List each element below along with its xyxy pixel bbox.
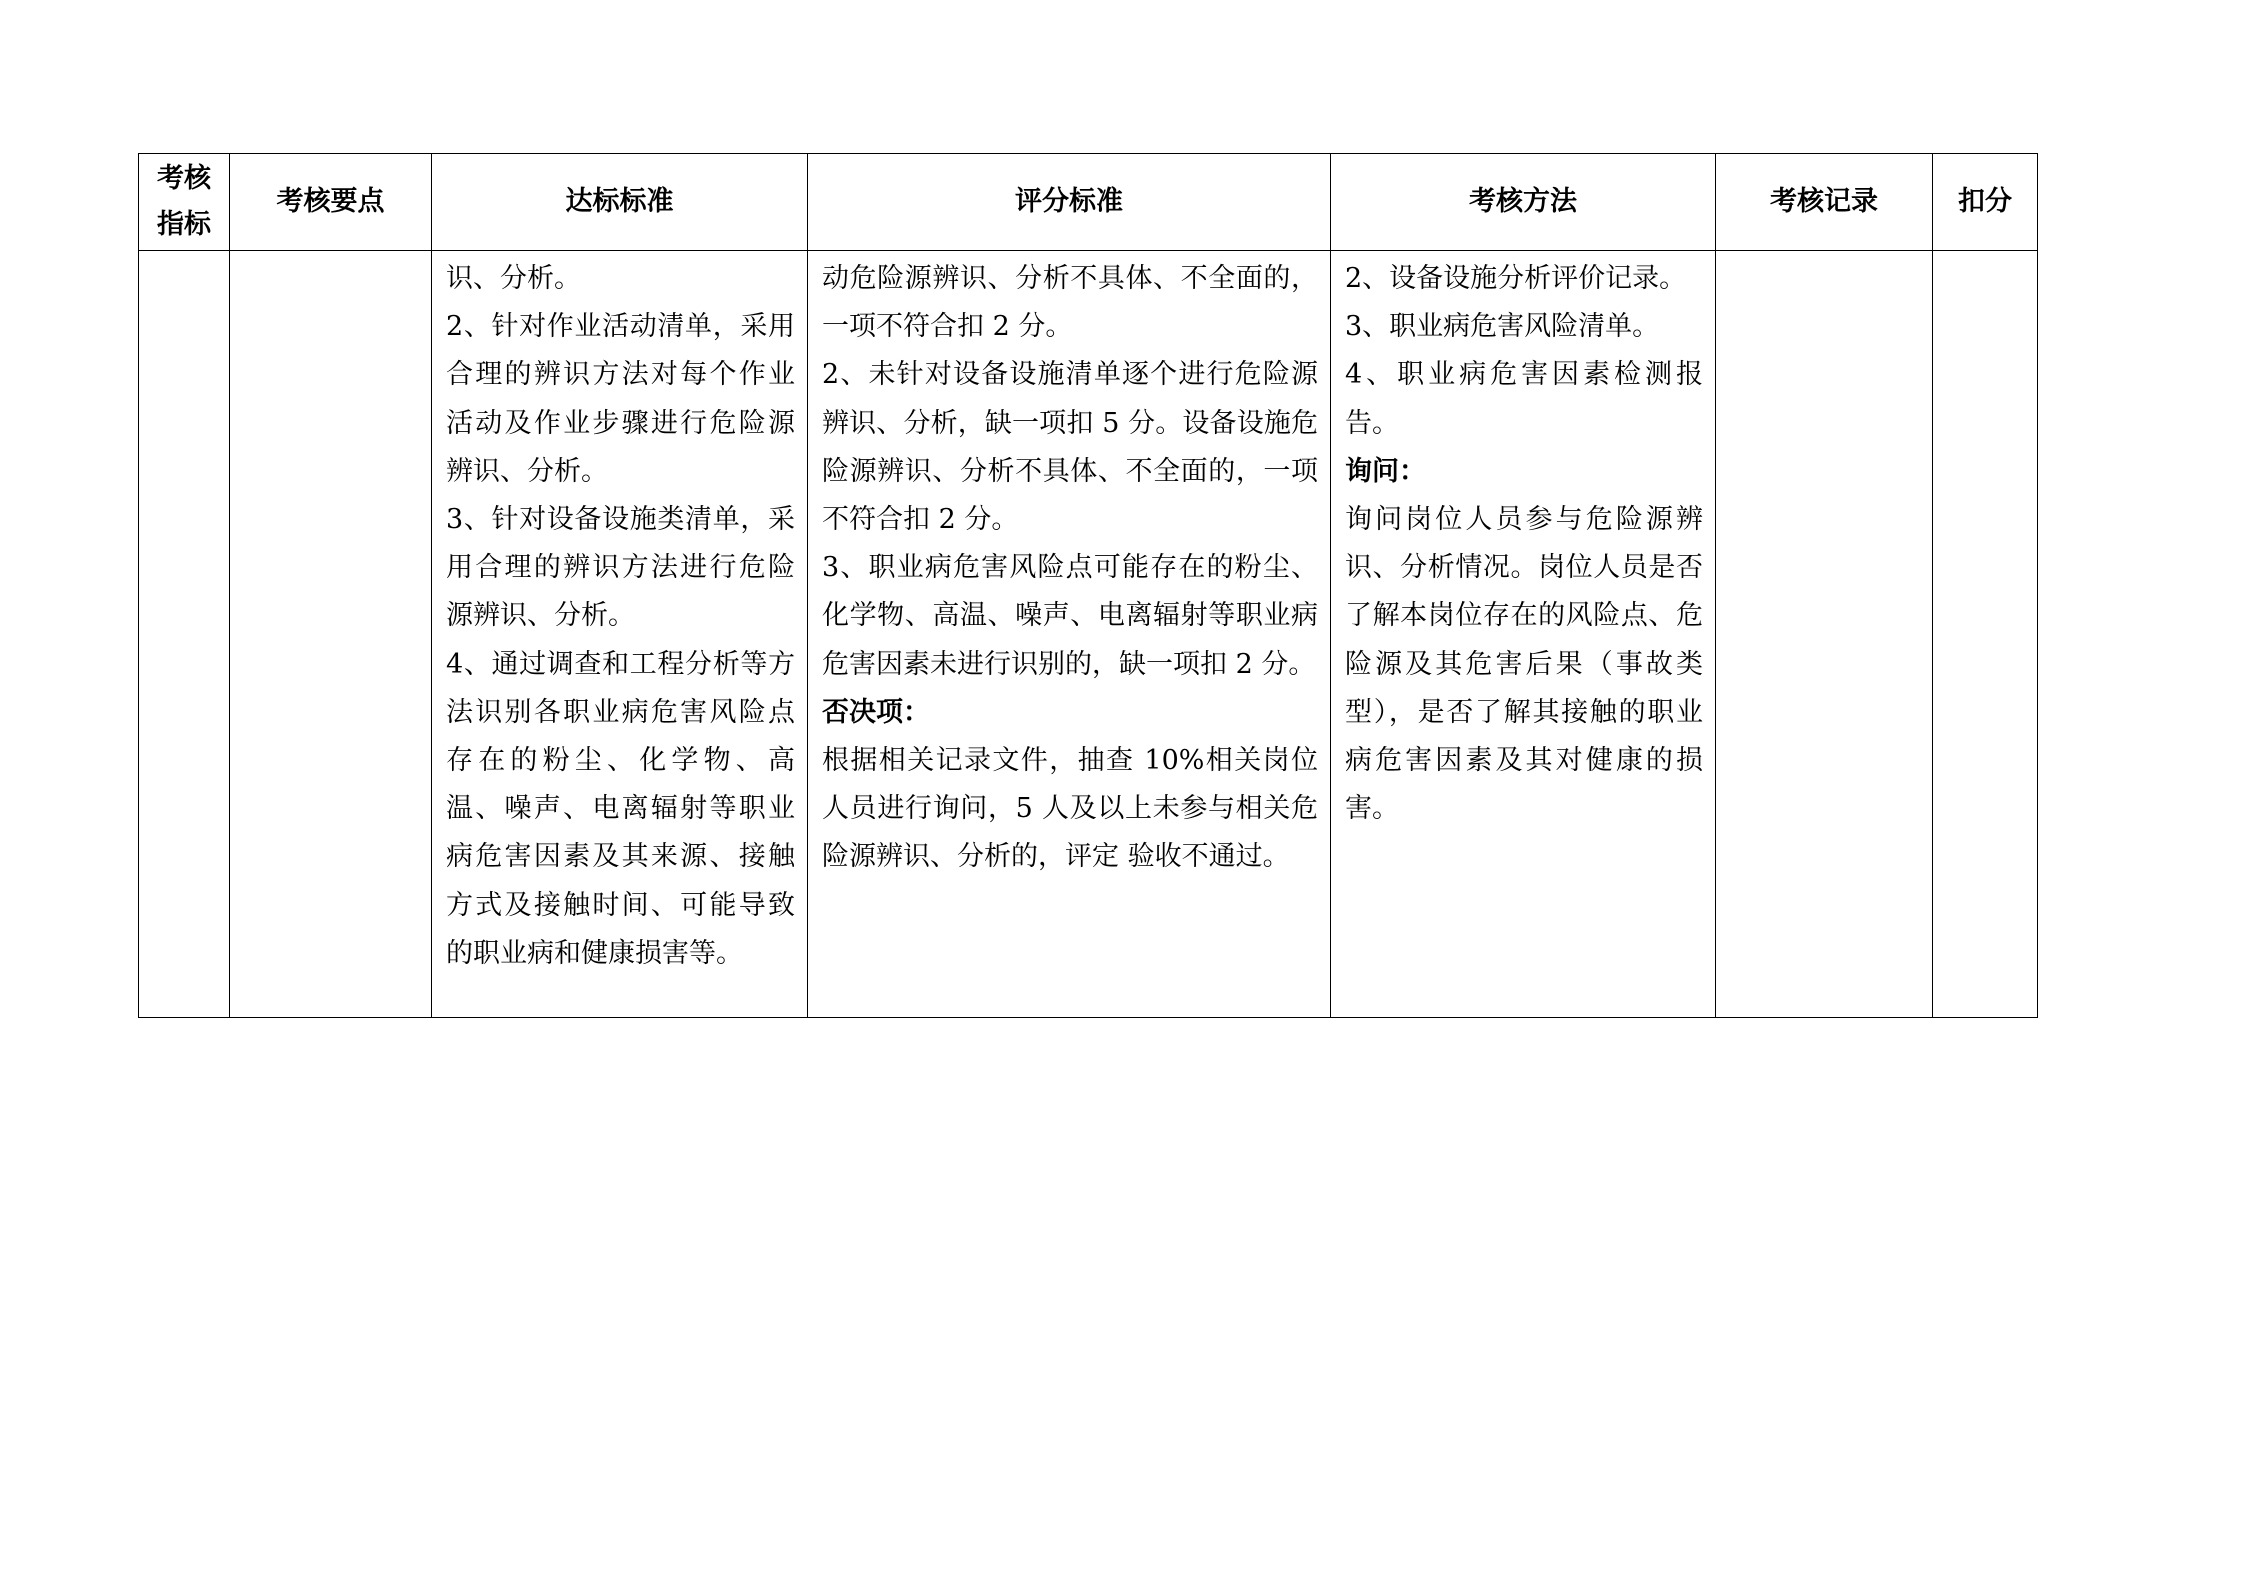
cell-record [1716,251,1933,1018]
assessment-table [138,153,2038,1018]
header-scoring: 评分标准 [808,154,1331,251]
method-line: 询问岗位人员参与危险源辨识、分析情况。岗位人员是否了解本岗位存在的风险点、危险源及其危害后果（事故类型），是否了解其接触的职业病危害因素及其对健康的损害。 [1345,504,1703,825]
header-key-points: 考核要点 [230,154,432,251]
scoring-line: 根据相关记录文件，抽查 10%相关岗位人员进行询问，5 人及以上未参与相关危险源辨识、分析的，评定 验收不通过。 [822,745,1318,873]
scoring-line: 动危险源辨识、分析不具体、不全面的，一项不符合扣 2 分。 [822,263,1318,343]
standard-line: 3、针对设备设施类清单，采用合理的辨识方法进行危险源辨识、分析。 [446,504,795,632]
standard-line: 2、针对作业活动清单，采用合理的辨识方法对每个作业活动及作业步骤进行危险源辨识、分析。 [446,311,795,487]
scoring-line: 2、未针对设备设施清单逐个进行危险源辨识、分析，缺一项扣 5 分。设备设施危险源辨识、分析不具体、不全面的，一项不符合扣 2 分。 [822,359,1318,536]
inquiry-heading: 询问： [1345,455,1426,487]
method-line: 4、职业病危害因素检测报告。 [1345,359,1703,439]
cell-method [1331,251,1716,1018]
method-line: 2、设备设施分析评价记录。 [1345,263,1687,294]
header-deduction: 扣分 [1933,154,2038,251]
header-record: 考核记录 [1716,154,1933,251]
method-line: 3、职业病危害风险清单。 [1345,311,1660,343]
cell-indicator [139,251,230,1018]
header-indicator-line1: 考核 [157,163,211,194]
header-method: 考核方法 [1331,154,1716,251]
header-standard: 达标标准 [432,154,808,251]
standard-line: 4、通过调查和工程分析等方法识别各职业病危害风险点存在的粉尘、化学物、高温、噪声、电离辐射等职业病危害因素及其来源、接触方式及接触时间、可能导致的职业病和健康损害等。 [446,648,795,969]
header-row [139,154,2038,251]
scoring-line: 3、职业病危害风险点可能存在的粉尘、化学物、高温、噪声、电离辐射等职业病危害因素未进行识别的，缺一项扣 2 分。 [822,552,1318,680]
cell-deduction [1933,251,2038,1018]
header-indicator-line2: 指标 [157,209,211,240]
header-indicator [139,154,230,251]
veto-heading: 否决项： [822,696,930,728]
table-row [139,251,2038,1018]
cell-scoring [808,251,1331,1018]
cell-standard [432,251,808,1018]
standard-line: 识、分析。 [446,263,581,294]
cell-key-points [230,251,432,1018]
